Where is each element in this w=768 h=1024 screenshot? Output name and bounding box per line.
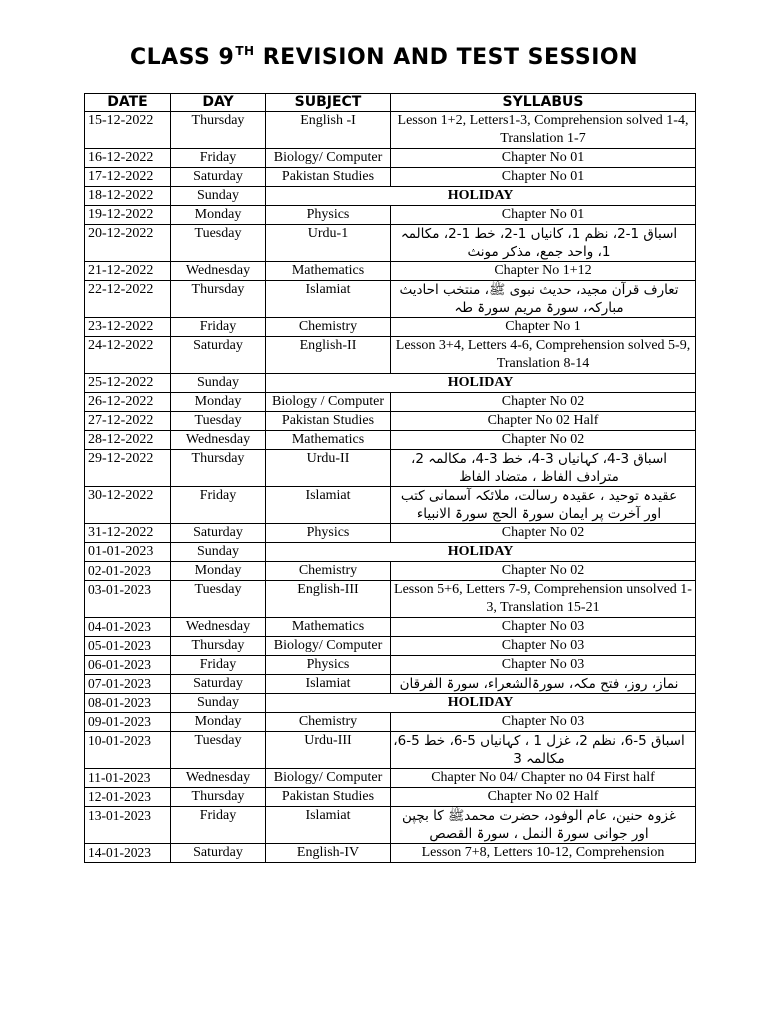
subject-cell: Biology / Computer — [266, 393, 391, 412]
date-cell: 04-01-2023 — [85, 618, 171, 637]
date-cell: 01-01-2023 — [85, 543, 171, 562]
table-row — [85, 769, 696, 788]
syllabus-cell: عقیدہ توحید ، عقیدہ رسالت، ملائکہ آسمانی کتب اور آخرت پر ایمان سورۃ الحج سورۃ الانبیاء — [391, 487, 696, 524]
syllabus-cell: Chapter No 03 — [391, 713, 696, 732]
table-row — [85, 694, 696, 713]
date-cell: 21-12-2022 — [85, 262, 171, 281]
table-row — [85, 225, 696, 262]
subject-cell: Chemistry — [266, 713, 391, 732]
day-cell: Sunday — [171, 694, 266, 713]
syllabus-cell: Chapter No 02 — [391, 524, 696, 543]
header-day: DAY — [171, 94, 266, 112]
date-cell: 25-12-2022 — [85, 374, 171, 393]
day-cell: Sunday — [171, 187, 266, 206]
table-row — [85, 206, 696, 225]
day-cell: Wednesday — [171, 262, 266, 281]
subject-cell: English -I — [266, 112, 391, 149]
day-cell: Saturday — [171, 337, 266, 374]
header-date: DATE — [85, 94, 171, 112]
table-row — [85, 431, 696, 450]
date-cell: 19-12-2022 — [85, 206, 171, 225]
syllabus-cell: Chapter No 03 — [391, 656, 696, 675]
subject-cell: Islamiat — [266, 487, 391, 524]
table-row — [85, 168, 696, 187]
holiday-cell: HOLIDAY — [266, 694, 696, 713]
table-row — [85, 562, 696, 581]
title-main: CLASS 9 — [129, 45, 235, 70]
syllabus-cell: اسباق 5-6، نظم 2، غزل 1 ، کہانیاں 5-6، خط 5-6، مکالمہ 3 — [391, 732, 696, 769]
header-syllabus: SYLLABUS — [391, 94, 696, 112]
subject-cell: English-IV — [266, 844, 391, 863]
table-row — [85, 713, 696, 732]
day-cell: Tuesday — [171, 225, 266, 262]
day-cell: Thursday — [171, 281, 266, 318]
day-cell: Friday — [171, 487, 266, 524]
subject-cell: Mathematics — [266, 618, 391, 637]
table-row — [85, 112, 696, 149]
day-cell: Monday — [171, 562, 266, 581]
subject-cell: Physics — [266, 206, 391, 225]
subject-cell: Mathematics — [266, 262, 391, 281]
subject-cell: Physics — [266, 524, 391, 543]
day-cell: Friday — [171, 656, 266, 675]
date-cell: 31-12-2022 — [85, 524, 171, 543]
table-row — [85, 788, 696, 807]
table-row — [85, 487, 696, 524]
table-row — [85, 262, 696, 281]
date-cell: 23-12-2022 — [85, 318, 171, 337]
date-cell: 18-12-2022 — [85, 187, 171, 206]
table-row — [85, 675, 696, 694]
table-row — [85, 581, 696, 618]
day-cell: Thursday — [171, 788, 266, 807]
table-row — [85, 149, 696, 168]
syllabus-cell: Chapter No 01 — [391, 168, 696, 187]
syllabus-cell: Chapter No 03 — [391, 618, 696, 637]
date-cell: 05-01-2023 — [85, 637, 171, 656]
syllabus-cell: Lesson 3+4, Letters 4-6, Comprehension solved 5-9, Translation 8-14 — [391, 337, 696, 374]
day-cell: Thursday — [171, 637, 266, 656]
subject-cell: Islamiat — [266, 807, 391, 844]
table-header-row — [85, 94, 696, 112]
table-row — [85, 618, 696, 637]
date-cell: 28-12-2022 — [85, 431, 171, 450]
holiday-cell: HOLIDAY — [266, 187, 696, 206]
date-cell: 14-01-2023 — [85, 844, 171, 863]
date-cell: 13-01-2023 — [85, 807, 171, 844]
table-row — [85, 732, 696, 769]
date-cell: 06-01-2023 — [85, 656, 171, 675]
day-cell: Friday — [171, 149, 266, 168]
syllabus-cell: غزوہ حنین، عام الوفود، حضرت محمدﷺ کا بچپن اور جوانی سورۃ النمل ، سورۃ القصص — [391, 807, 696, 844]
syllabus-cell: Chapter No 02 — [391, 431, 696, 450]
syllabus-cell: اسباق 3-4، کہانیاں 3-4، خط 3-4، مکالمہ 2، مترادف الفاظ ، متضاد الفاظ — [391, 450, 696, 487]
day-cell: Monday — [171, 393, 266, 412]
date-cell: 27-12-2022 — [85, 412, 171, 431]
day-cell: Sunday — [171, 543, 266, 562]
syllabus-cell: Chapter No 1 — [391, 318, 696, 337]
title-superscript: TH — [235, 44, 255, 58]
syllabus-cell: Chapter No 02 — [391, 562, 696, 581]
title-rest: REVISION AND TEST SESSION — [254, 45, 639, 70]
day-cell: Monday — [171, 713, 266, 732]
date-cell: 11-01-2023 — [85, 769, 171, 788]
table-row — [85, 187, 696, 206]
date-cell: 02-01-2023 — [85, 562, 171, 581]
subject-cell: Pakistan Studies — [266, 412, 391, 431]
subject-cell: English-III — [266, 581, 391, 618]
day-cell: Saturday — [171, 524, 266, 543]
date-cell: 29-12-2022 — [85, 450, 171, 487]
syllabus-cell: نماز، روز، فتح مکہ، سورۃالشعراء، سورۃ الفرقان — [391, 675, 696, 694]
table-row — [85, 281, 696, 318]
subject-cell: English-II — [266, 337, 391, 374]
day-cell: Sunday — [171, 374, 266, 393]
syllabus-cell: Chapter No 04/ Chapter no 04 First half — [391, 769, 696, 788]
date-cell: 03-01-2023 — [85, 581, 171, 618]
page-title — [0, 44, 768, 70]
table-row — [85, 637, 696, 656]
date-cell: 16-12-2022 — [85, 149, 171, 168]
date-cell: 12-01-2023 — [85, 788, 171, 807]
table-row — [85, 374, 696, 393]
date-cell: 15-12-2022 — [85, 112, 171, 149]
day-cell: Wednesday — [171, 769, 266, 788]
syllabus-cell: اسباق 1-2، نظم 1، کانیاں 1-2، خط 1-2، مکالمہ 1، واحد جمع، مذکر مونث — [391, 225, 696, 262]
subject-cell: Chemistry — [266, 318, 391, 337]
day-cell: Saturday — [171, 675, 266, 694]
date-cell: 08-01-2023 — [85, 694, 171, 713]
day-cell: Wednesday — [171, 618, 266, 637]
date-cell: 20-12-2022 — [85, 225, 171, 262]
syllabus-cell: Lesson 7+8, Letters 10-12, Comprehension — [391, 844, 696, 863]
header-subject: SUBJECT — [266, 94, 391, 112]
day-cell: Friday — [171, 318, 266, 337]
subject-cell: Urdu-II — [266, 450, 391, 487]
table-row — [85, 412, 696, 431]
syllabus-cell: Chapter No 01 — [391, 206, 696, 225]
day-cell: Tuesday — [171, 732, 266, 769]
subject-cell: Pakistan Studies — [266, 168, 391, 187]
subject-cell: Biology/ Computer — [266, 149, 391, 168]
table-row — [85, 450, 696, 487]
table-row — [85, 337, 696, 374]
syllabus-cell: Chapter No 02 — [391, 393, 696, 412]
table-row — [85, 807, 696, 844]
date-cell: 10-01-2023 — [85, 732, 171, 769]
subject-cell: Islamiat — [266, 675, 391, 694]
table-row — [85, 318, 696, 337]
subject-cell: Biology/ Computer — [266, 637, 391, 656]
date-cell: 30-12-2022 — [85, 487, 171, 524]
table-row — [85, 656, 696, 675]
day-cell: Tuesday — [171, 581, 266, 618]
syllabus-cell: Chapter No 01 — [391, 149, 696, 168]
day-cell: Thursday — [171, 450, 266, 487]
syllabus-cell: Chapter No 1+12 — [391, 262, 696, 281]
syllabus-cell: Lesson 1+2, Letters1-3, Comprehension solved 1-4, Translation 1-7 — [391, 112, 696, 149]
schedule-table — [84, 93, 696, 863]
table-row — [85, 524, 696, 543]
day-cell: Saturday — [171, 844, 266, 863]
subject-cell: Physics — [266, 656, 391, 675]
date-cell: 22-12-2022 — [85, 281, 171, 318]
table-row — [85, 543, 696, 562]
subject-cell: Islamiat — [266, 281, 391, 318]
date-cell: 17-12-2022 — [85, 168, 171, 187]
subject-cell: Urdu-1 — [266, 225, 391, 262]
day-cell: Friday — [171, 807, 266, 844]
holiday-cell: HOLIDAY — [266, 543, 696, 562]
day-cell: Tuesday — [171, 412, 266, 431]
date-cell: 26-12-2022 — [85, 393, 171, 412]
subject-cell: Pakistan Studies — [266, 788, 391, 807]
table-row — [85, 393, 696, 412]
syllabus-cell: Chapter No 02 Half — [391, 788, 696, 807]
syllabus-cell: تعارف قرآن مجید، حدیث نبوی ﷺ، منتخب احادیث مبارکہ، سورۃ مریم سورۃ طہ — [391, 281, 696, 318]
syllabus-cell: Lesson 5+6, Letters 7-9, Comprehension unsolved 1-3, Translation 15-21 — [391, 581, 696, 618]
day-cell: Saturday — [171, 168, 266, 187]
subject-cell: Biology/ Computer — [266, 769, 391, 788]
date-cell: 07-01-2023 — [85, 675, 171, 694]
day-cell: Wednesday — [171, 431, 266, 450]
day-cell: Monday — [171, 206, 266, 225]
subject-cell: Urdu-III — [266, 732, 391, 769]
day-cell: Thursday — [171, 112, 266, 149]
syllabus-cell: Chapter No 03 — [391, 637, 696, 656]
table-row — [85, 844, 696, 863]
subject-cell: Chemistry — [266, 562, 391, 581]
date-cell: 24-12-2022 — [85, 337, 171, 374]
holiday-cell: HOLIDAY — [266, 374, 696, 393]
subject-cell: Mathematics — [266, 431, 391, 450]
syllabus-cell: Chapter No 02 Half — [391, 412, 696, 431]
date-cell: 09-01-2023 — [85, 713, 171, 732]
